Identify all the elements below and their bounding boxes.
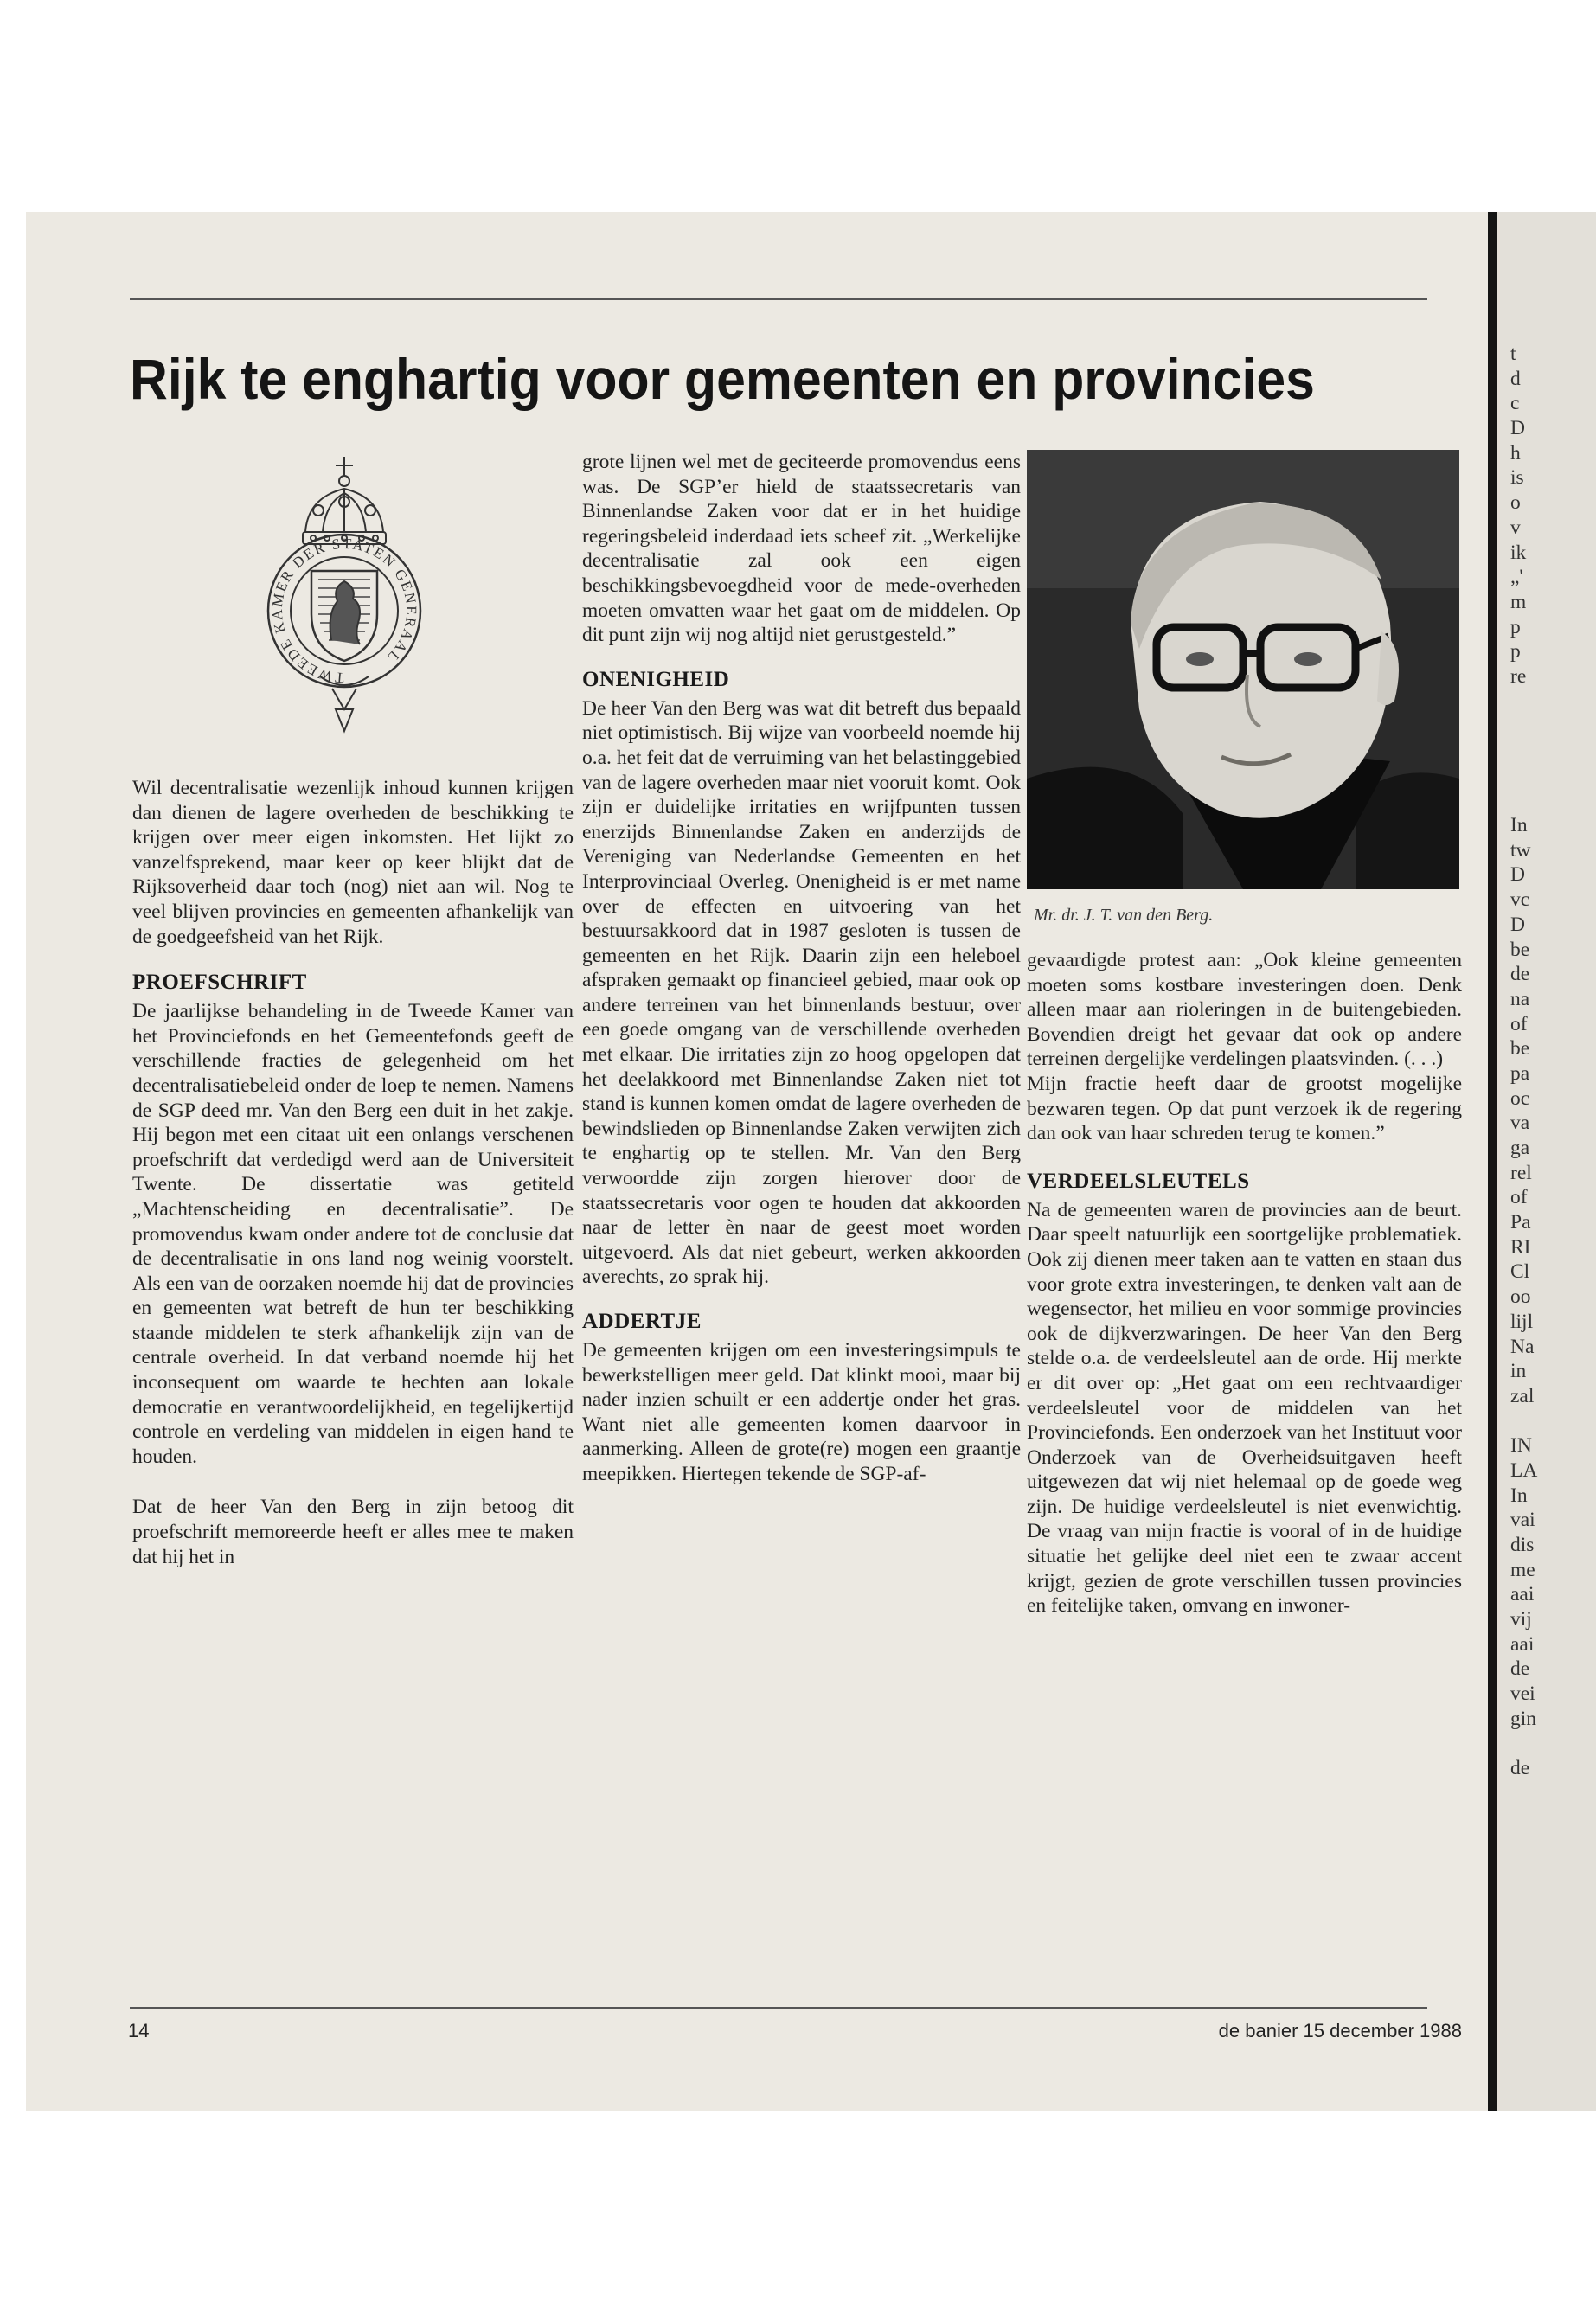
adjacent-page-fragment: me (1510, 1558, 1535, 1581)
paragraph-verdeelsleutels: Na de gemeenten waren de provincies aan de beurt. Daar speelt natuurlijk een soortgelijke problematiek. Ook zij dienen meer taken aan te vatten en staan dus voor grote extra investeringen, te denken valt aan de wegensector, het milieu en voor sommige provincies ook de dijkverzwaringen. De heer Van den Berg stelde o.a. de verdeelsleutel aan de orde. Hij merkte er dit over op: „Het gaat om een rechtvaardiger verdeelsleutel voor de middelen van het Provinciefonds. Een onderzoek van het Instituut voor Onderzoek van de Overheidsuitgaven heeft uitgewezen dat wij niet helemaal op de goede weg zijn. De huidige verdeelsleutel is niet evenwichtig. De vraag van mijn fractie is vooral of in de huidige situatie het gelijke deel niet een te zwaar accent krijgt, gezien de grote verschillen tussen provincies en feitelijke taken, omvang en inwoner- (1027, 1198, 1462, 1618)
heading-verdeelsleutels: VERDEELSLEUTELS (1027, 1169, 1250, 1193)
adjacent-page-fragment: vc (1510, 888, 1530, 912)
adjacent-page-fragment: oo (1510, 1285, 1531, 1309)
adjacent-page-fragment: t (1510, 343, 1516, 365)
adjacent-page-fragment: vij (1510, 1608, 1532, 1631)
heading-addertje: ADDERTJE (582, 1310, 702, 1333)
adjacent-page-text (1510, 342, 1537, 1781)
column-3 (1027, 450, 1462, 1618)
adjacent-page-fragment: vei (1510, 1682, 1535, 1706)
magazine-page (26, 212, 1505, 2111)
paragraph-addertje: De gemeenten krijgen om een investeringsimpuls te bewerkstelligen meer geld. Dat klinkt mooi, maar bij nader inzien schuilt er een addertje onder het gras. Want niet alle gemeenten komen daarvoor in aanmerking. Alleen de grote(re) mogen een graantje meepikken. Hiertegen tekende de SGP-af- (582, 1339, 1021, 1485)
column-2 (582, 450, 1021, 1487)
column-1 (132, 450, 574, 1569)
bottom-rule (130, 2007, 1427, 2009)
adjacent-page-fragment: be (1510, 938, 1530, 961)
adjacent-page-fragment: na (1510, 987, 1530, 1010)
adjacent-page-fragment: Cl (1510, 1260, 1530, 1284)
tweede-kamer-crest-icon (258, 450, 431, 748)
adjacent-page-fragment: de (1510, 1657, 1530, 1681)
adjacent-page-fragment: Na (1510, 1335, 1535, 1358)
adjacent-page-fragment: aai (1510, 1632, 1535, 1656)
paragraph-dat-de-heer: Dat de heer Van den Berg in zijn betoog dit proefschrift memoreerde heeft er alles mee te maken dat hij het in (132, 1496, 574, 1568)
heading-proefschrift: PROEFSCHRIFT (132, 971, 307, 995)
photo-caption: Mr. dr. J. T. van den Berg. (1034, 906, 1214, 925)
adjacent-page-fragment: In (1510, 814, 1528, 837)
adjacent-page-fragment (1510, 689, 1537, 715)
adjacent-page-fragment (1510, 714, 1537, 739)
footer-source: de banier 15 december 1988 (1218, 2020, 1462, 2041)
adjacent-page-fragment: de (1510, 1757, 1530, 1780)
adjacent-page-fragment: vai (1510, 1509, 1535, 1532)
adjacent-page-fragment: LA (1510, 1458, 1538, 1482)
adjacent-page-fragment: p (1510, 615, 1521, 638)
adjacent-page-fragment: oc (1510, 1086, 1530, 1110)
top-rule (130, 298, 1427, 300)
adjacent-page-fragment: Pa (1510, 1211, 1531, 1234)
adjacent-page-fragment: d (1510, 367, 1521, 390)
headline: Rijk te enghartig voor gemeenten en provincies (130, 347, 1315, 411)
adjacent-page-fragment (1510, 764, 1537, 789)
adjacent-page-fragment: v (1510, 516, 1521, 539)
page-number: 14 (128, 2020, 150, 2041)
heading-onenigheid: ONENIGHEID (582, 667, 730, 691)
paragraph-grote-lijnen: grote lijnen wel met de geciteerde promovendus eens was. De SGP’er hield de staatssecretaris van Binnenlandse Zaken voor dat er in het huidige regeringsbeleid inderdaad iets scheef zit. „Werkelijke decentralisatie zal ook een eigen beschikkingsbevoegdheid voor de mede-overheden moeten omvatten waar het gaat om de middelen. Op dit punt zijn wij nog altijd niet gerustgesteld.” (582, 451, 1021, 647)
paragraph-proefschrift: De jaarlijkse behandeling in de Tweede Kamer van het Provinciefonds en het Gemeentefonds geeft de verschillende fracties de gelegenheid om het decentralisatiebeleid onder de loep te nemen. Namens de SGP deed mr. Van den Berg een duit in het zakje. Hij begon met een citaat uit een onlangs verschenen proefschrift dat verdedigd werd aan de Universiteit Twente. De dissertatie was getiteld „Machtenscheiding en decentralisatie”. De promovendus kwam onder andere tot de conclusie dat de decentralisatie in ons land nog weinig voorstelt. Als een van de oorzaken noemde hij dat de provincies en gemeenten wat betreft de hun ter beschikking staande middelen te sterk afhankelijk zijn van de centrale overheid. In dat verband noemde hij het inconsequent om waarde te hechten aan lokale democratie en verantwoordelijkheid, en tegelijkertijd controle en verdeling van middelen in eigen hand te houden. (132, 1000, 574, 1468)
adjacent-page-fragment: aai (1510, 1583, 1535, 1606)
adjacent-page-fragment: zal (1510, 1384, 1535, 1407)
adjacent-page-fragment (1510, 1732, 1537, 1757)
adjacent-page-fragment: rel (1510, 1161, 1532, 1184)
adjacent-page-edge (1488, 212, 1596, 2111)
adjacent-page-fragment (1510, 1409, 1537, 1434)
intro-paragraph: Wil decentralisatie wezenlijk inhoud kunnen krijgen dan dienen de lagere overheden de beschikking te krijgen over meer eigen inkomsten. Het lijkt zo vanzelfsprekend, maar keer op keer blijkt dat de Rijksoverheid daar toch (nog) niet aan wil. Nog te veel blijven provincies en gemeenten afhankelijk van de goedgeefsheid van het Rijk. (132, 777, 574, 948)
adjacent-page-fragment: D (1510, 863, 1525, 887)
adjacent-page-fragment: In (1510, 1484, 1528, 1507)
adjacent-page-fragment: ga (1510, 1137, 1530, 1159)
adjacent-page-fragment: pa (1510, 1061, 1530, 1085)
adjacent-page-fragment (1510, 788, 1537, 813)
adjacent-page-fragment: D (1510, 913, 1525, 936)
paragraph-gevaardigde: gevaardigde protest aan: „Ook kleine gemeenten moeten soms kostbare investeringen doen. Denk alleen maar aan rioleringen in de buitengebieden. Bovendien dreigt het gevaar dat ook op andere terreinen dergelijke verdelingen plaatsvinden. (. . .) (1027, 949, 1462, 1071)
adjacent-page-fragment: D (1510, 417, 1525, 440)
adjacent-page-fragment: gin (1510, 1707, 1537, 1730)
adjacent-page-fragment: of (1510, 1012, 1528, 1035)
svg-text:TWEEDE KAMER DER STATEN GENERA: TWEEDE KAMER DER STATEN GENERAAL (268, 535, 420, 687)
adjacent-page-fragment: de (1510, 963, 1530, 986)
adjacent-page-fragment: „' (1510, 566, 1523, 589)
adjacent-page-fragment: ik (1510, 541, 1527, 564)
adjacent-page-fragment: m (1510, 590, 1527, 613)
adjacent-page-fragment: p (1510, 640, 1521, 663)
paragraph-mijn-fractie: Mijn fractie heeft daar de grootst mogelijke bezwaren tegen. Op dat punt verzoek ik de regering dan ook van haar schreden terug te komen.” (1027, 1072, 1462, 1145)
adjacent-page-fragment: in (1510, 1360, 1527, 1383)
adjacent-page-fragment: lijl (1510, 1310, 1534, 1333)
adjacent-page-fragment: IN (1510, 1434, 1532, 1458)
adjacent-page-fragment: re (1510, 664, 1527, 688)
adjacent-page-fragment: tw (1510, 838, 1531, 862)
adjacent-page-fragment: dis (1510, 1534, 1535, 1556)
adjacent-page-fragment: of (1510, 1186, 1528, 1209)
adjacent-page-fragment: h (1510, 441, 1521, 465)
portrait-photo (1027, 450, 1459, 889)
adjacent-page-fragment: be (1510, 1037, 1530, 1061)
adjacent-page-fragment: is (1510, 466, 1524, 490)
adjacent-page-fragment (1510, 739, 1537, 764)
adjacent-page-fragment: o (1510, 491, 1521, 515)
paragraph-onenigheid: De heer Van den Berg was wat dit betreft dus bepaald niet optimistisch. Bij wijze van voorbeeld noemde hij o.a. het feit dat de verruiming van het belastinggebied van de lagere overheden maar niet vooruit komt. Ook zijn er duidelijke irritaties en wrijfpunten tussen enerzijds Binnenlandse Zaken en anderzijds de Vereniging van Nederlandse Gemeenten en het Interprovinciaal Overleg. Onenigheid is er met name over de effecten en uitvoering van het bestuursakkoord dat in 1987 gesloten is tussen de gemeenten en het Rijk. Daarin zijn een heleboel afspraken gemaakt op financieel gebied, maar ook op andere terreinen van het binnenlands bestuur, over een goede omgang van de verschillende overheden met elkaar. Die irritaties zijn zo hoog opgelopen dat het deelakkoord met Binnenlandse Zaken niet tot stand is kunnen komen omdat de lagere overheden de bewindslieden op Binnenlandse Zaken verwijten zich te enghartig op te stellen. Mr. Van den Berg verwoordde zijn zorgen hierover door de staatssecretaris voor ogen te houden dat akkoorden naar de letter èn naar de geest moet worden uitgevoerd. Als dat niet gebeurt, werken akkoorden averechts, zo sprak hij. (582, 696, 1021, 1289)
adjacent-page-fragment: c (1510, 392, 1520, 415)
adjacent-page-fragment: va (1510, 1112, 1530, 1135)
adjacent-page-fragment: RI (1510, 1235, 1531, 1259)
